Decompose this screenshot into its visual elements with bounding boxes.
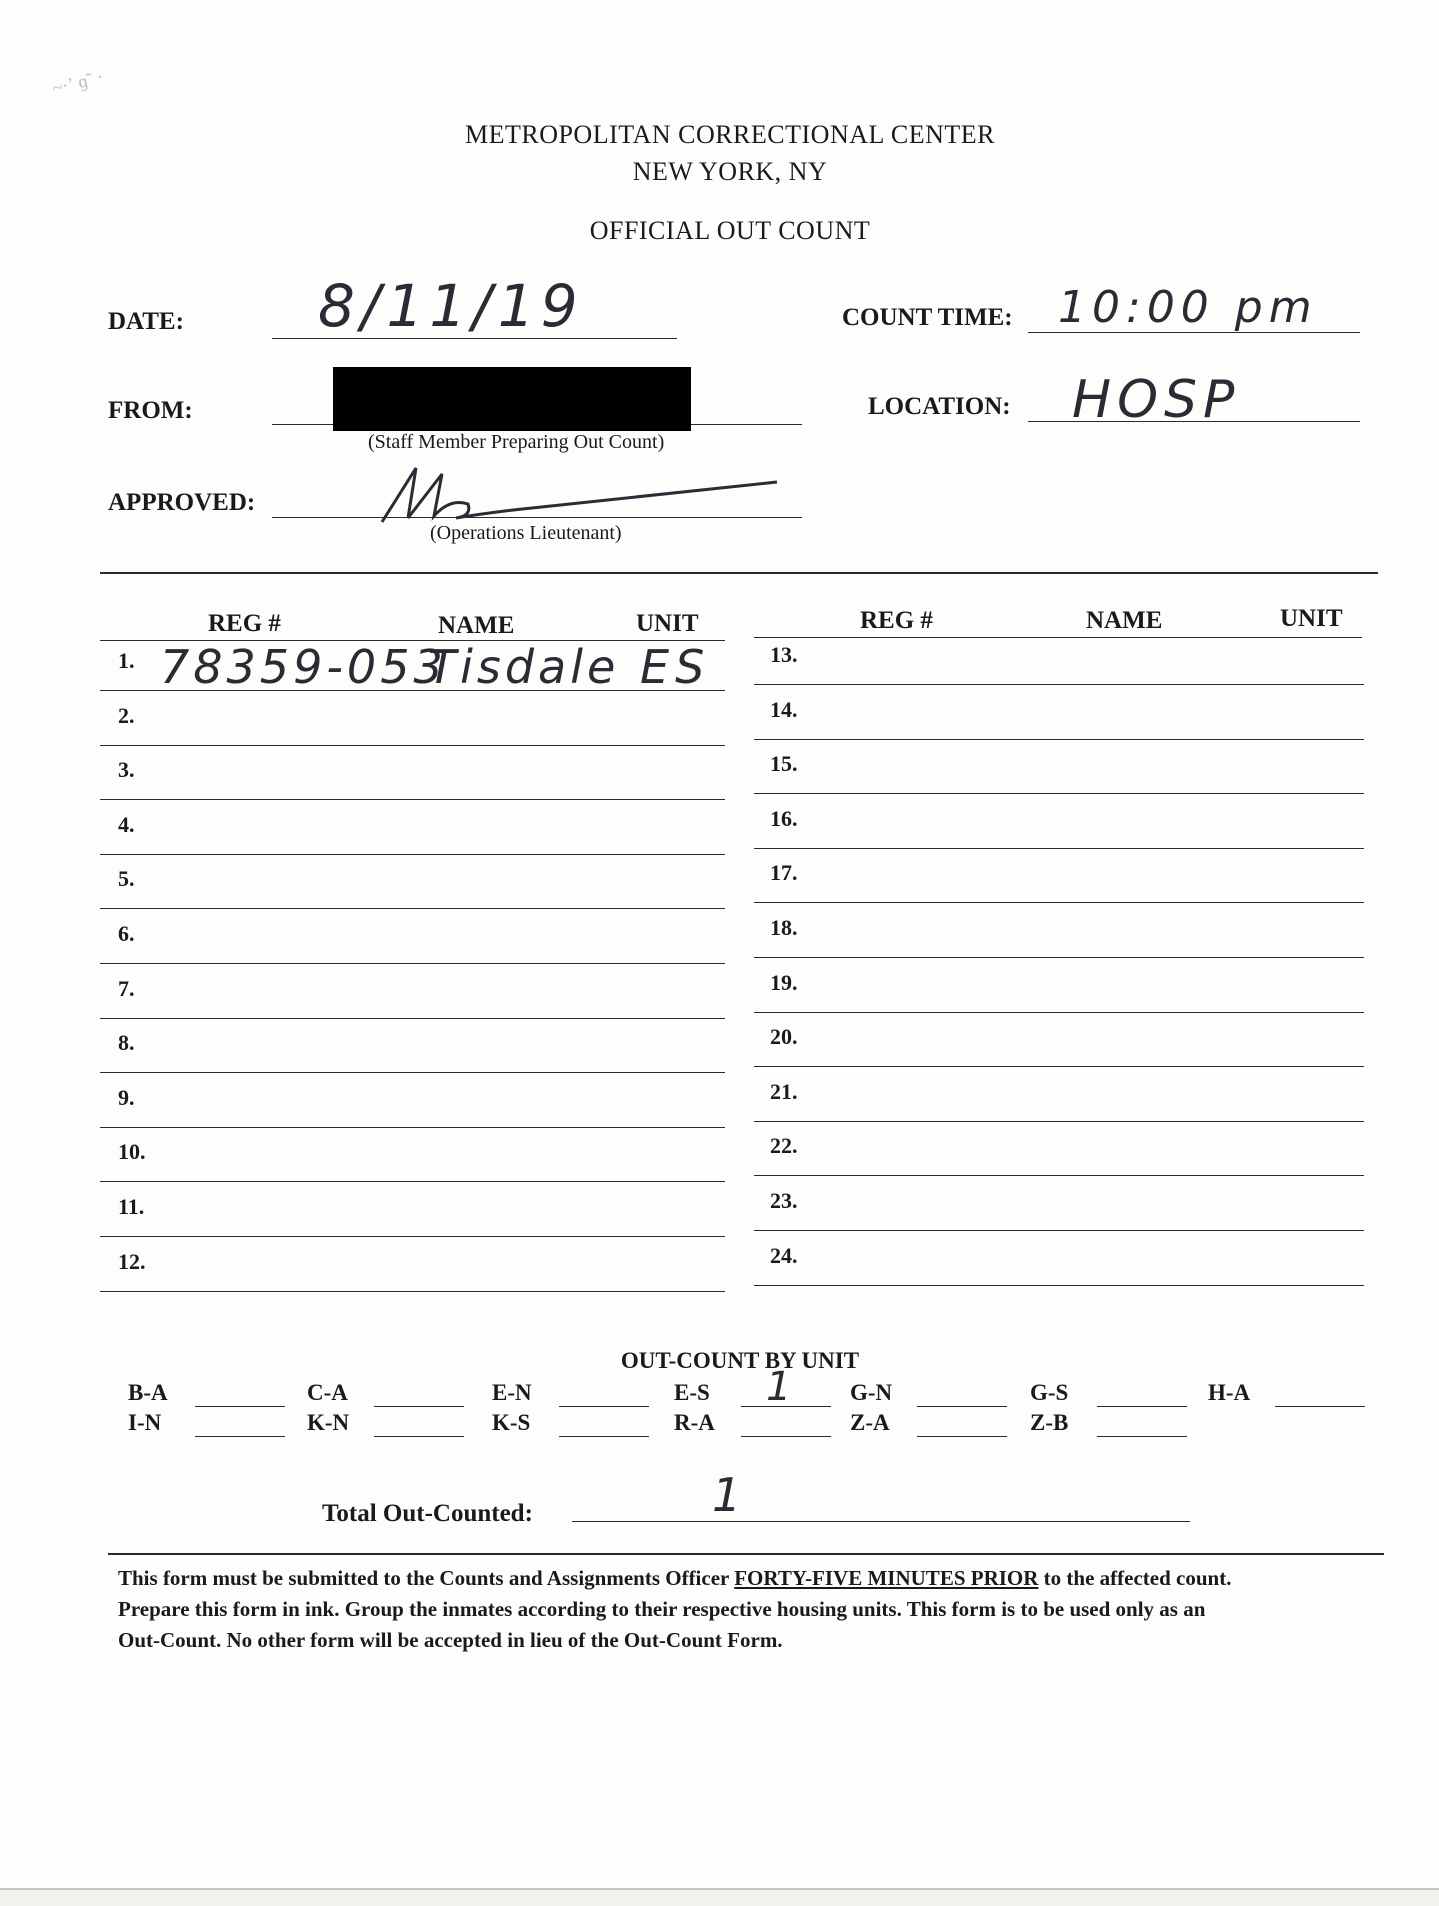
row-entry-line (100, 908, 725, 909)
unit-label: Z-B (1030, 1410, 1069, 1435)
entry-1-unit: ES (640, 640, 711, 694)
footer-notice (118, 1563, 1378, 1656)
unit-label: I-N (128, 1410, 162, 1435)
row-entry-line (754, 684, 1364, 685)
left-reg-header: REG # (208, 610, 281, 637)
row-number: 15. (770, 751, 798, 777)
unit-label: G-S (1030, 1380, 1069, 1405)
unit-count-line (559, 1406, 649, 1407)
row-entry-line (100, 1018, 725, 1019)
row-entry-line (100, 1236, 725, 1237)
unit-count-line (1097, 1406, 1187, 1407)
row-number: 13. (770, 642, 798, 667)
section-divider (100, 572, 1378, 574)
notice-text-3: Prepare this form in ink. Group the inmates according to their respective housing units. This form is to be used only as an (118, 1597, 1206, 1621)
row-number: 18. (770, 915, 798, 940)
row-entry-line (754, 1012, 1364, 1013)
unit-count-line (1097, 1436, 1187, 1437)
row-number: 8. (118, 1030, 135, 1056)
row-number: 23. (770, 1188, 798, 1213)
row-number: 16. (770, 805, 798, 831)
date-label: DATE: (108, 308, 184, 335)
es-unit-value: 1 (766, 1364, 798, 1410)
count-time-label: COUNT TIME: (842, 304, 1013, 331)
entry-1-name: Tisdale (428, 640, 620, 694)
location-value: HOSP (1072, 370, 1241, 430)
row-entry-line (754, 1285, 1364, 1286)
from-caption: (Staff Member Preparing Out Count) (368, 431, 665, 453)
unit-count-line (559, 1436, 649, 1437)
row-entry-line (754, 1230, 1364, 1231)
row-entry-line (100, 1127, 725, 1128)
unit-label: R-A (674, 1410, 715, 1435)
notice-text-1: This form must be submitted to the Counts and Assignments Officer (118, 1566, 735, 1590)
approved-caption: (Operations Lieutenant) (430, 522, 622, 544)
row-entry-line (754, 848, 1364, 849)
row-number: 20. (770, 1024, 798, 1050)
unit-label: Z-A (850, 1410, 890, 1435)
unit-count-line (917, 1436, 1007, 1437)
notice-text-2: to the affected count. (1038, 1566, 1232, 1590)
total-value: 1 (712, 1468, 748, 1522)
signature-image (372, 460, 792, 530)
right-header-rule (754, 637, 1362, 638)
count-time-value: 10:00 pm (1058, 282, 1318, 333)
row-number: 11. (118, 1194, 145, 1219)
unit-label: C-A (307, 1380, 348, 1405)
row-number: 4. (118, 811, 135, 837)
redaction-box (333, 367, 691, 431)
institution-name: METROPOLITAN CORRECTIONAL CENTER (464, 120, 996, 149)
row-number: 2. (118, 702, 135, 728)
unit-count-line (374, 1436, 464, 1437)
row-number: 19. (770, 969, 798, 995)
row-entry-line (754, 902, 1364, 903)
row-entry-line (754, 1175, 1364, 1176)
footer-rule (108, 1553, 1384, 1555)
unit-label: K-N (307, 1410, 350, 1435)
scan-mark: ~·ʼ ɡ˜ · (50, 66, 106, 99)
row-entry-line (100, 854, 725, 855)
date-value: 8/11/19 (318, 272, 584, 340)
unit-label: K-S (492, 1410, 531, 1435)
left-unit-header: UNIT (636, 610, 699, 637)
right-reg-header: REG # (860, 607, 933, 634)
row-entry-line (754, 1121, 1364, 1122)
row-number: 5. (118, 866, 135, 892)
unit-count-line (374, 1406, 464, 1407)
notice-emphasis: FORTY-FIVE MINUTES PRIOR (734, 1566, 1039, 1590)
row-number: 1. (118, 648, 135, 673)
right-unit-header: UNIT (1280, 605, 1343, 632)
row-number: 10. (118, 1139, 146, 1165)
entry-1-reg: 78359-053 (160, 640, 447, 694)
location-label: LOCATION: (868, 393, 1011, 420)
total-label: Total Out-Counted: (322, 1500, 533, 1527)
row-entry-line (754, 793, 1364, 794)
row-number: 12. (118, 1248, 146, 1274)
row-number: 6. (118, 921, 135, 946)
unit-label: E-S (674, 1380, 710, 1405)
row-number: 17. (770, 860, 798, 886)
row-number: 9. (118, 1084, 135, 1110)
unit-count-line (741, 1436, 831, 1437)
row-number: 21. (770, 1078, 798, 1104)
institution-city: NEW YORK, NY (632, 157, 828, 186)
from-label: FROM: (108, 397, 193, 424)
row-entry-line (100, 1181, 725, 1182)
unit-label: E-N (492, 1380, 532, 1405)
unit-count-line (195, 1436, 285, 1437)
total-line (572, 1521, 1190, 1522)
notice-text-4: Out-Count. No other form will be accepted in lieu of the Out-Count Form. (118, 1628, 783, 1652)
row-number: 3. (118, 757, 135, 783)
row-number: 7. (118, 975, 135, 1001)
unit-count-line (917, 1406, 1007, 1407)
unit-label: H-A (1208, 1380, 1251, 1405)
approved-label: APPROVED: (108, 489, 256, 516)
row-entry-line (100, 799, 725, 800)
row-entry-line (100, 1072, 725, 1073)
row-entry-line (754, 739, 1364, 740)
unit-label: G-N (850, 1380, 893, 1405)
unit-label: B-A (128, 1380, 168, 1405)
unit-count-line (195, 1406, 285, 1407)
right-name-header: NAME (1086, 607, 1163, 634)
row-number: 14. (770, 696, 798, 722)
left-name-header: NAME (438, 612, 515, 639)
row-entry-line (754, 957, 1364, 958)
row-number: 22. (770, 1133, 798, 1159)
form-title: OFFICIAL OUT COUNT (589, 216, 871, 245)
out-count-by-unit-title: OUT-COUNT BY UNIT (620, 1348, 860, 1373)
unit-count-line (1275, 1406, 1365, 1407)
row-number: 24. (770, 1242, 798, 1268)
row-entry-line (100, 745, 725, 746)
row-entry-line (100, 1291, 725, 1292)
row-entry-line (754, 1066, 1364, 1067)
row-entry-line (100, 963, 725, 964)
